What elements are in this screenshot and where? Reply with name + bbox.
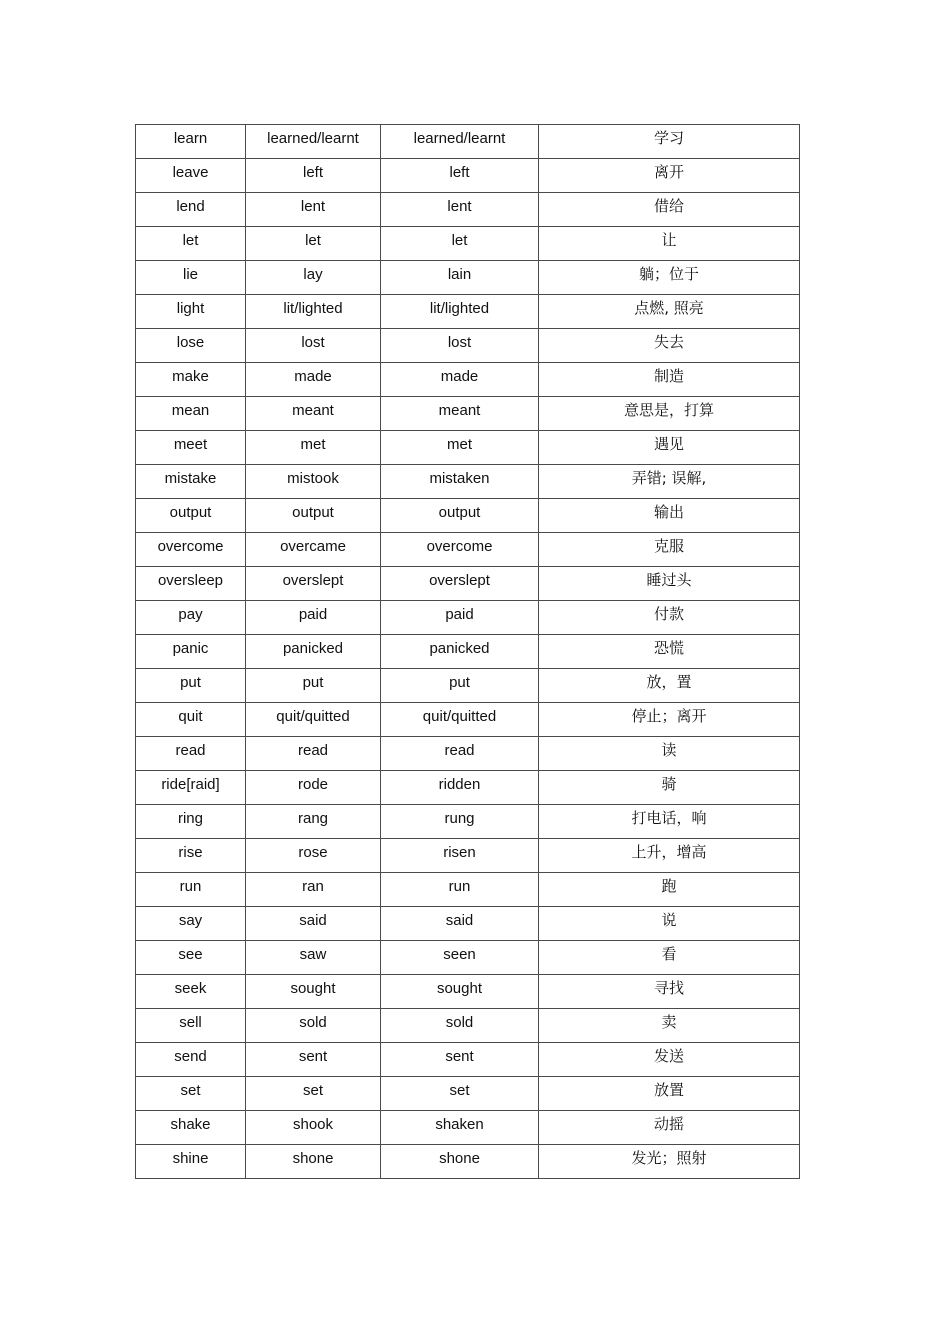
past-participle-cell: ridden: [381, 771, 539, 805]
past-participle-cell: learned/learnt: [381, 125, 539, 159]
past-participle-cell: set: [381, 1077, 539, 1111]
past-participle-cell: run: [381, 873, 539, 907]
past-participle-cell: panicked: [381, 635, 539, 669]
past-tense-cell: learned/learnt: [246, 125, 381, 159]
table-row: [136, 771, 800, 805]
past-participle-cell: said: [381, 907, 539, 941]
past-participle-cell: mistaken: [381, 465, 539, 499]
past-tense-cell: rose: [246, 839, 381, 873]
past-participle-cell: lain: [381, 261, 539, 295]
base-form-cell: see: [136, 941, 246, 975]
past-tense-cell: saw: [246, 941, 381, 975]
past-tense-cell: set: [246, 1077, 381, 1111]
chinese-meaning-cell: 发送: [539, 1043, 800, 1077]
past-tense-cell: overcame: [246, 533, 381, 567]
past-participle-cell: shone: [381, 1145, 539, 1179]
base-form-cell: set: [136, 1077, 246, 1111]
table-row: [136, 261, 800, 295]
table-row: [136, 805, 800, 839]
past-tense-cell: meant: [246, 397, 381, 431]
past-tense-cell: panicked: [246, 635, 381, 669]
chinese-meaning-cell: 骑: [539, 771, 800, 805]
past-participle-cell: met: [381, 431, 539, 465]
base-form-cell: mistake: [136, 465, 246, 499]
chinese-meaning-cell: 卖: [539, 1009, 800, 1043]
past-tense-cell: lent: [246, 193, 381, 227]
base-form-cell: run: [136, 873, 246, 907]
chinese-meaning-cell: 输出: [539, 499, 800, 533]
base-form-cell: sell: [136, 1009, 246, 1043]
table-row: [136, 975, 800, 1009]
base-form-cell: output: [136, 499, 246, 533]
past-tense-cell: output: [246, 499, 381, 533]
table-row: [136, 499, 800, 533]
table-row: [136, 533, 800, 567]
table-row: [136, 329, 800, 363]
table-row: [136, 635, 800, 669]
chinese-meaning-cell: 放，置: [539, 669, 800, 703]
past-tense-cell: lay: [246, 261, 381, 295]
past-tense-cell: shone: [246, 1145, 381, 1179]
table-row: [136, 941, 800, 975]
base-form-cell: send: [136, 1043, 246, 1077]
chinese-meaning-cell: 弄错; 误解,: [539, 465, 800, 499]
past-participle-cell: output: [381, 499, 539, 533]
table-row: [136, 1111, 800, 1145]
chinese-meaning-cell: 看: [539, 941, 800, 975]
past-tense-cell: said: [246, 907, 381, 941]
chinese-meaning-cell: 让: [539, 227, 800, 261]
base-form-cell: say: [136, 907, 246, 941]
table-row: [136, 295, 800, 329]
table-row: [136, 737, 800, 771]
chinese-meaning-cell: 停止；离开: [539, 703, 800, 737]
table-row: [136, 1043, 800, 1077]
past-participle-cell: left: [381, 159, 539, 193]
past-tense-cell: overslept: [246, 567, 381, 601]
past-tense-cell: ran: [246, 873, 381, 907]
chinese-meaning-cell: 寻找: [539, 975, 800, 1009]
base-form-cell: quit: [136, 703, 246, 737]
past-tense-cell: lit/lighted: [246, 295, 381, 329]
table-row: [136, 873, 800, 907]
past-tense-cell: quit/quitted: [246, 703, 381, 737]
base-form-cell: pay: [136, 601, 246, 635]
past-participle-cell: seen: [381, 941, 539, 975]
chinese-meaning-cell: 睡过头: [539, 567, 800, 601]
chinese-meaning-cell: 学习: [539, 125, 800, 159]
table-row: [136, 839, 800, 873]
past-participle-cell: put: [381, 669, 539, 703]
chinese-meaning-cell: 动摇: [539, 1111, 800, 1145]
table-row: [136, 907, 800, 941]
base-form-cell: leave: [136, 159, 246, 193]
past-tense-cell: rang: [246, 805, 381, 839]
verb-table-body: [136, 125, 800, 1179]
past-participle-cell: lent: [381, 193, 539, 227]
past-participle-cell: lit/lighted: [381, 295, 539, 329]
base-form-cell: seek: [136, 975, 246, 1009]
chinese-meaning-cell: 离开: [539, 159, 800, 193]
chinese-meaning-cell: 读: [539, 737, 800, 771]
table-row: [136, 601, 800, 635]
table-row: [136, 669, 800, 703]
base-form-cell: light: [136, 295, 246, 329]
table-row: [136, 1077, 800, 1111]
past-tense-cell: made: [246, 363, 381, 397]
chinese-meaning-cell: 放置: [539, 1077, 800, 1111]
chinese-meaning-cell: 失去: [539, 329, 800, 363]
chinese-meaning-cell: 发光；照射: [539, 1145, 800, 1179]
chinese-meaning-cell: 意思是，打算: [539, 397, 800, 431]
base-form-cell: shake: [136, 1111, 246, 1145]
base-form-cell: lose: [136, 329, 246, 363]
past-participle-cell: made: [381, 363, 539, 397]
base-form-cell: panic: [136, 635, 246, 669]
base-form-cell: meet: [136, 431, 246, 465]
base-form-cell: lend: [136, 193, 246, 227]
past-participle-cell: read: [381, 737, 539, 771]
past-participle-cell: quit/quitted: [381, 703, 539, 737]
base-form-cell: oversleep: [136, 567, 246, 601]
chinese-meaning-cell: 跑: [539, 873, 800, 907]
past-participle-cell: shaken: [381, 1111, 539, 1145]
past-tense-cell: left: [246, 159, 381, 193]
past-tense-cell: put: [246, 669, 381, 703]
base-form-cell: shine: [136, 1145, 246, 1179]
base-form-cell: lie: [136, 261, 246, 295]
table-row: [136, 567, 800, 601]
base-form-cell: overcome: [136, 533, 246, 567]
past-participle-cell: meant: [381, 397, 539, 431]
past-tense-cell: sought: [246, 975, 381, 1009]
past-participle-cell: sent: [381, 1043, 539, 1077]
base-form-cell: let: [136, 227, 246, 261]
table-row: [136, 431, 800, 465]
base-form-cell: ring: [136, 805, 246, 839]
chinese-meaning-cell: 借给: [539, 193, 800, 227]
past-participle-cell: lost: [381, 329, 539, 363]
base-form-cell: make: [136, 363, 246, 397]
table-row: [136, 465, 800, 499]
past-participle-cell: sought: [381, 975, 539, 1009]
irregular-verb-table: [135, 124, 800, 1179]
past-tense-cell: lost: [246, 329, 381, 363]
base-form-cell: mean: [136, 397, 246, 431]
table-row: [136, 125, 800, 159]
table-row: [136, 397, 800, 431]
base-form-cell: learn: [136, 125, 246, 159]
past-tense-cell: sent: [246, 1043, 381, 1077]
chinese-meaning-cell: 克服: [539, 533, 800, 567]
chinese-meaning-cell: 遇见: [539, 431, 800, 465]
past-tense-cell: met: [246, 431, 381, 465]
past-tense-cell: sold: [246, 1009, 381, 1043]
table-row: [136, 703, 800, 737]
chinese-meaning-cell: 付款: [539, 601, 800, 635]
past-participle-cell: let: [381, 227, 539, 261]
past-participle-cell: overslept: [381, 567, 539, 601]
chinese-meaning-cell: 恐慌: [539, 635, 800, 669]
chinese-meaning-cell: 躺；位于: [539, 261, 800, 295]
past-tense-cell: read: [246, 737, 381, 771]
past-tense-cell: rode: [246, 771, 381, 805]
past-participle-cell: risen: [381, 839, 539, 873]
past-participle-cell: rung: [381, 805, 539, 839]
past-tense-cell: mistook: [246, 465, 381, 499]
past-tense-cell: let: [246, 227, 381, 261]
past-tense-cell: paid: [246, 601, 381, 635]
base-form-cell: put: [136, 669, 246, 703]
table-row: [136, 363, 800, 397]
base-form-cell: read: [136, 737, 246, 771]
chinese-meaning-cell: 点燃, 照亮: [539, 295, 800, 329]
table-row: [136, 227, 800, 261]
chinese-meaning-cell: 上升，增高: [539, 839, 800, 873]
table-row: [136, 193, 800, 227]
chinese-meaning-cell: 制造: [539, 363, 800, 397]
chinese-meaning-cell: 打电话，响: [539, 805, 800, 839]
table-row: [136, 1145, 800, 1179]
table-row: [136, 159, 800, 193]
chinese-meaning-cell: 说: [539, 907, 800, 941]
past-tense-cell: shook: [246, 1111, 381, 1145]
base-form-cell: rise: [136, 839, 246, 873]
past-participle-cell: overcome: [381, 533, 539, 567]
table-row: [136, 1009, 800, 1043]
past-participle-cell: sold: [381, 1009, 539, 1043]
base-form-cell: ride[raid]: [136, 771, 246, 805]
past-participle-cell: paid: [381, 601, 539, 635]
